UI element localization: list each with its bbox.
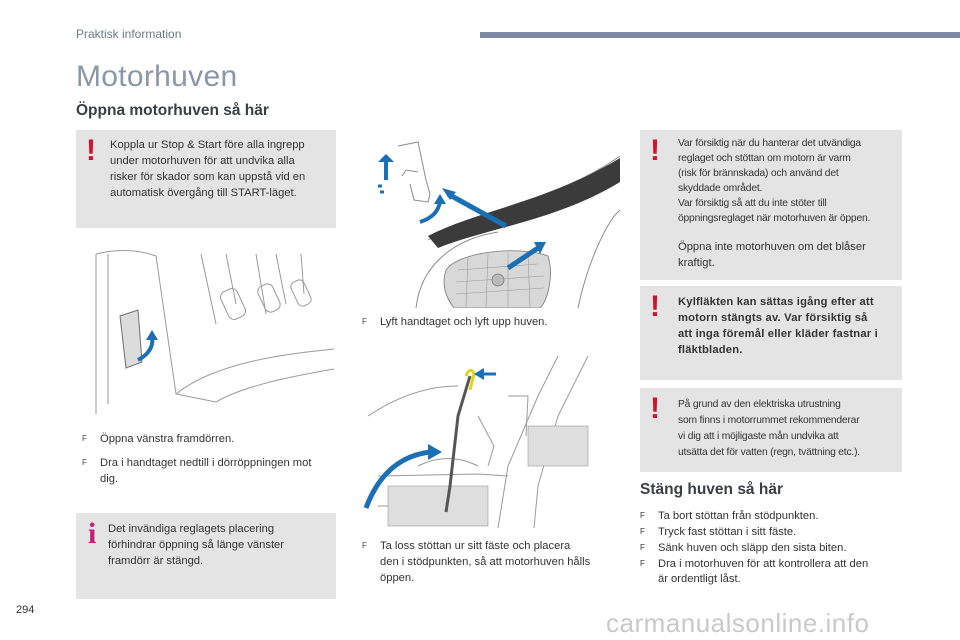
bullet-icon: F (640, 527, 645, 536)
bullet-icon: F (640, 559, 645, 568)
warning-text: Kylfläkten kan sättas igång efter att motorn stängts av. Var försiktig så att inga föremål eller kläder fastnar i fläktbladen. (678, 296, 878, 356)
left-warning-box (76, 130, 336, 228)
right-warning-box-1 (640, 130, 902, 280)
hood-strut-illustration (358, 356, 620, 528)
watermark: carmanualsonline.info (606, 608, 870, 638)
step-open-door: F Öppna vänstra framdörren. (82, 433, 235, 445)
warning-icon: ! (650, 392, 660, 425)
bullet-icon: F (82, 434, 87, 443)
step-remove-strut: F Ta loss stöttan ur sitt fäste och placera den i stödpunkten, så att motorhuven hålls öppen. (362, 540, 591, 584)
hood-handle-illustration (358, 140, 620, 308)
info-icon: i (88, 517, 97, 550)
page-title: Motorhuven (76, 60, 238, 93)
close-step-3: F Sänk huven och släpp den sista biten. (640, 542, 847, 554)
warning-icon: ! (86, 134, 96, 167)
warning-icon: ! (650, 290, 660, 323)
close-step-4: F Dra i motorhuven för att kontrollera att den är ordentligt låst. (640, 558, 869, 585)
warning-text: Koppla ur Stop & Start före alla ingrepp under motorhuven för att undvika alla risker för skador som kan uppstå vid en automatisk övergång till START-läget. (110, 139, 306, 199)
close-step-2: F Tryck fast stöttan i sitt fäste. (640, 526, 797, 538)
close-step-1: F Ta bort stöttan från stödpunkten. (640, 510, 819, 522)
info-text: Det invändiga reglagets placering förhindrar öppning så länge vänster framdörr är stängd. (108, 523, 285, 567)
bullet-icon: F (82, 458, 87, 467)
warning-text-wind: Öppna inte motorhuven om det blåser kraftigt. (678, 241, 866, 269)
section-label: Praktisk information (76, 27, 182, 41)
left-info-box (76, 513, 336, 599)
bullet-icon: F (362, 317, 367, 326)
header-bar (480, 32, 960, 38)
interior-release-illustration (76, 244, 336, 414)
page-subtitle: Öppna motorhuven så här (76, 102, 269, 119)
warning-icon: ! (650, 134, 660, 167)
right-warning-box-3 (640, 388, 902, 472)
bullet-icon: F (640, 543, 645, 552)
close-hood-heading: Stäng huven så här (640, 481, 783, 498)
warning-text: Var försiktig när du hanterar det utvändiga reglaget och stöttan om motorn är varm (risk för brännskada) och använd det skyddade området. Var försiktig så att du inte stöter till öppningsreglaget när motorhuven är öppen. (678, 138, 871, 224)
bullet-icon: F (362, 541, 367, 550)
right-warning-box-2 (640, 286, 902, 380)
warning-text: På grund av den elektriska utrustning som finns i motorrummet rekommenderar vi dig att i möjligaste mån undvika att utsätta det för vatten (regn, tvättning etc.). (678, 399, 860, 458)
step-pull-handle: F Dra i handtaget nedtill i dörröppningen mot dig. (82, 457, 312, 485)
bullet-icon: F (640, 511, 645, 520)
page-number: 294 (16, 604, 35, 616)
step-lift-handle: F Lyft handtaget och lyft upp huven. (362, 316, 548, 328)
